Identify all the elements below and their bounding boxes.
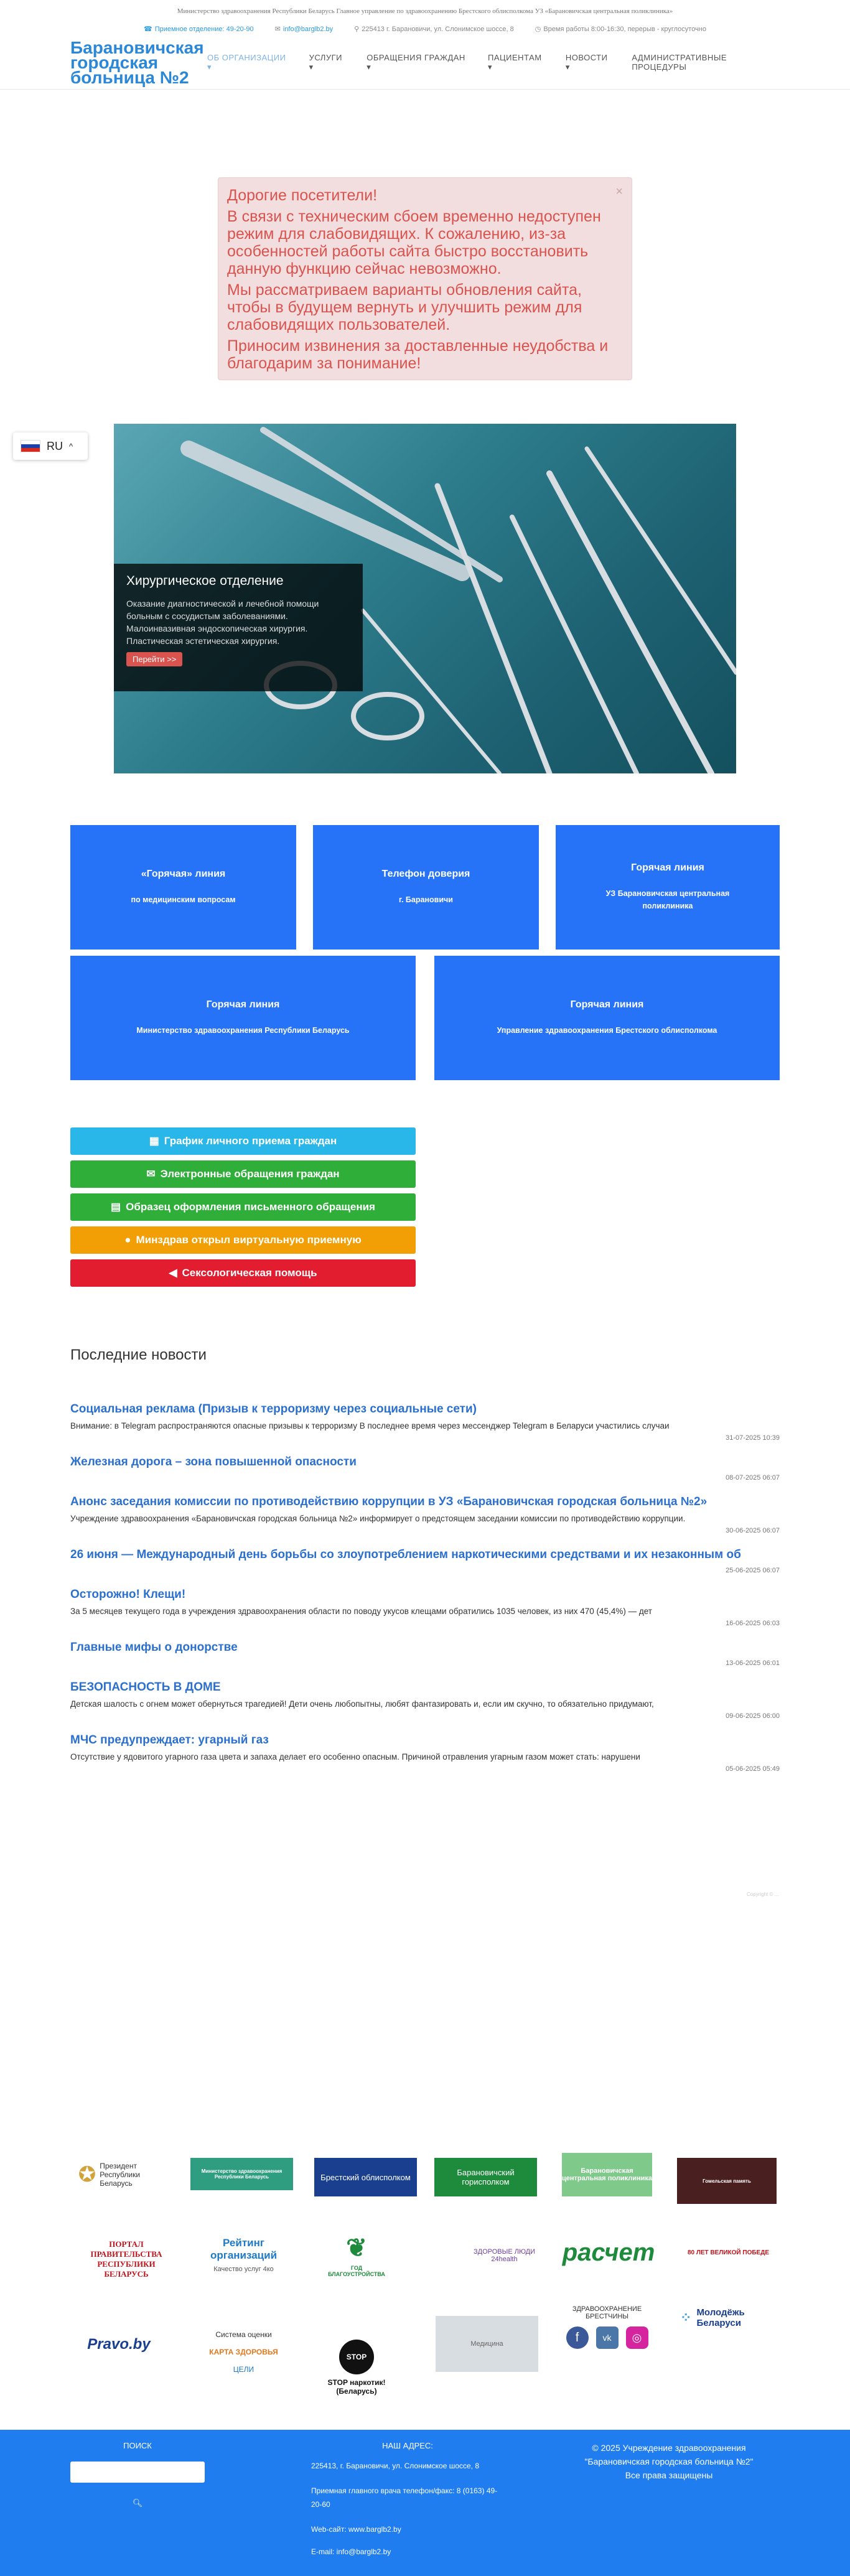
- phone-contact[interactable]: ☎ Приемное отделение: 49-20-90: [144, 25, 254, 33]
- footer-address: НАШ АДРЕС: 225413, г. Барановичи, ул. Слонимское шоссе, 8 Приемная главного врача телефон/факс: 8 (0163) 49-20-60 Web-сайт: www.barglb2.by E-mail: info@barglb2.by: [311, 2441, 504, 2556]
- megaphone-icon: ◀: [169, 1267, 177, 1279]
- news-item: Железная дорога – зона повышенной опасности 08-07-2025 06:07: [70, 1455, 780, 1482]
- phone-icon: ☎: [144, 25, 152, 33]
- email-contact[interactable]: ✉ info@barglb2.by: [274, 25, 334, 33]
- hours-contact: ◷ Время работы 8:00-16:30, перерыв - круглосуточно: [535, 25, 706, 33]
- news-heading: Последние новости: [70, 1346, 207, 1363]
- pin-icon: ⚲: [354, 25, 360, 33]
- alert-line: Дорогие посетители!: [227, 187, 378, 204]
- news-item: Главные мифы о донорстве 13-06-2025 06:01: [70, 1641, 780, 1667]
- raschet-logo[interactable]: расчет: [562, 2238, 655, 2266]
- news-title-link[interactable]: Анонс заседания комиссии по противодействию коррупции в УЗ «Барановичская городская больница №2»: [70, 1495, 708, 1508]
- news-item: БЕЗОПАСНОСТЬ В ДОМЕ Детская шалость с огнем может обернуться трагедией! Дети очень любопытны, любят фантазировать и, если им скучно, то обязательно придумают, 09-06-2025 06:00: [70, 1681, 780, 1720]
- medicine-banner[interactable]: Медицина: [436, 2316, 538, 2372]
- nav-admin-procedures[interactable]: АДМИНИСТРАТИВНЫЕ ПРОЦЕДУРЫ: [632, 53, 727, 72]
- news-item: Осторожно! Клещи! За 5 месяцев текущего года в учреждения здравоохранения области по поводу укусов клещами обратились 1035 человек, из них 470 (45,4%) — дет 16-06-2025 06:03: [70, 1588, 780, 1627]
- nav-appeals[interactable]: ОБРАЩЕНИЯ ГРАЖДАН ▾: [367, 53, 465, 72]
- footer-copyright: © 2025 Учреждение здравоохранения "Барановичская городская больница №2" Все права защищены: [584, 2443, 754, 2480]
- document-icon: ▤: [111, 1201, 121, 1213]
- footer: [0, 2430, 850, 2576]
- news-title-link[interactable]: МЧС предупреждает: угарный газ: [70, 1734, 269, 1747]
- footer-search: [70, 2441, 205, 2514]
- news-title-link[interactable]: БЕЗОПАСНОСТЬ В ДОМЕ: [70, 1681, 221, 1694]
- topbar: Министерство здравоохранения Республики Беларусь Главное управление по здравоохранению Брестского облисполкома УЗ «Барановичская центральная поликлиника»: [177, 7, 673, 15]
- alert-line: Приносим извинения за доставленные неудобства и благодарим за понимание!: [227, 337, 609, 372]
- chat-icon: ●: [124, 1234, 131, 1246]
- sexology-help-button[interactable]: ◀ Сексологическая помощь: [70, 1259, 416, 1287]
- health-map-logo[interactable]: Система оценки КАРТА ЗДОРОВЬЯ ЦЕЛИ: [209, 2330, 278, 2374]
- victory-80-logo[interactable]: 80 ЛЕТ ВЕЛИКОЙ ПОБЕДЕ: [687, 2249, 770, 2256]
- calendar-icon: ▦: [149, 1135, 159, 1147]
- hotline-box[interactable]: «Горячая» линия по медицинским вопросам: [70, 825, 296, 950]
- brest-health-logo[interactable]: ЗДРАВООХРАНЕНИЕ БРЕСТЧИНЫ f vk ◎: [556, 2293, 658, 2361]
- nav-about[interactable]: ОБ ОРГАНИЗАЦИИ ▾: [207, 53, 286, 72]
- nav-news[interactable]: НОВОСТИ ▾: [565, 53, 608, 72]
- search-icon: 🔍︎: [132, 2498, 143, 2508]
- main-nav: [207, 53, 780, 72]
- partner-logos: [70, 2153, 780, 2427]
- social-links: [566, 2326, 648, 2349]
- central-polyclinic-logo[interactable]: Барановичская центральная поликлиника: [562, 2153, 652, 2196]
- email-link[interactable]: E-mail: info@barglb2.by: [311, 2547, 391, 2556]
- close-icon[interactable]: ×: [615, 185, 623, 198]
- mail-icon: ✉: [146, 1168, 156, 1180]
- news-title-link[interactable]: Социальная реклама (Призыв к терроризму через социальные сети): [70, 1402, 477, 1416]
- instagram-icon[interactable]: ◎: [626, 2326, 648, 2349]
- news-item: МЧС предупреждает: угарный газ Отсутствие у ядовитого угарного газа цвета и запаха делает его особенно опасным. Причиной отравления угарным газом может стать: нарушени 05-06-2025 05:49: [70, 1734, 780, 1773]
- slide-more-button[interactable]: Перейти >>: [126, 652, 182, 666]
- mail-icon: ✉: [274, 25, 281, 33]
- slide-text: Малоинвазивная эндоскопическая хирургия.: [126, 623, 308, 633]
- news-item: Социальная реклама (Призыв к терроризму через социальные сети) Внимание: в Telegram распространяются опасные призывы к терроризму В последнее время через мессенджер Telegram в Беларуси участились случаи 31-07-2025 10:39: [70, 1402, 780, 1442]
- website-link[interactable]: Web-сайт: www.barglb2.by: [311, 2525, 401, 2534]
- slide-text: Оказание диагностической и лечебной помощи больным с сосудистым заболеваниями.: [126, 599, 319, 621]
- nav-services[interactable]: УСЛУГИ ▾: [309, 53, 342, 72]
- slide-caption: [114, 564, 363, 691]
- tree-icon: ❦: [346, 2234, 367, 2262]
- news-section: [70, 1346, 780, 1786]
- alert-line: В связи с техническим сбоем временно недоступен режим для слабовидящих. К сожалению, из-за особенностей работы сайта быстро восстановить данную функцию сейчас невозможно.: [227, 208, 601, 278]
- accessibility-alert: [218, 177, 632, 380]
- emblem-icon: ✪: [78, 2163, 96, 2186]
- news-title-link[interactable]: Железная дорога – зона повышенной опасности: [70, 1455, 357, 1468]
- virtual-reception-button[interactable]: ● Минздрав открыл виртуальную приемную: [70, 1226, 416, 1254]
- chevron-up-icon: ^: [69, 441, 73, 451]
- hero-slider[interactable]: [114, 424, 736, 773]
- memory-logo[interactable]: Гомельская память: [677, 2158, 777, 2204]
- language-selector[interactable]: RU ^: [13, 432, 88, 460]
- year-of-improvement-logo[interactable]: ❦ ГОД БЛАГОУСТРОЙСТВА: [328, 2234, 385, 2277]
- healthy-people-logo[interactable]: ЗДОРОВЫЕ ЛЮДИ 24health: [474, 2248, 535, 2263]
- nav-patients[interactable]: ПАЦИЕНТАМ ▾: [488, 53, 542, 72]
- contacts-bar: [0, 21, 850, 36]
- electronic-appeals-button[interactable]: ✉ Электронные обращения граждан: [70, 1160, 416, 1188]
- news-title-link[interactable]: 26 июня — Международный день борьбы со злоупотреблением наркотическими средствами и их незаконным об: [70, 1548, 741, 1561]
- slide-title: Хирургическое отделение: [126, 574, 284, 588]
- hotline-box[interactable]: Телефон доверия г. Барановичи: [313, 825, 539, 950]
- action-buttons: [70, 1127, 416, 1292]
- news-item: Анонс заседания комиссии по противодействию коррупции в УЗ «Барановичская городская больница №2» Учреждение здравоохранения «Барановичская городская больница №2» информирует о предстоящем заседании комиссии по противодействию коррупции. 30-06-2025 06:07: [70, 1495, 780, 1534]
- appeal-sample-button[interactable]: ▤ Образец оформления письменного обращения: [70, 1193, 416, 1221]
- hotline-box[interactable]: Горячая линия Министерство здравоохранения Республики Беларусь: [70, 956, 416, 1080]
- clock-icon: ◷: [535, 25, 541, 33]
- hotline-box[interactable]: Горячая линия УЗ Барановичская центральная поликлиника: [556, 825, 780, 950]
- search-title: ПОИСК: [123, 2441, 152, 2450]
- president-logo[interactable]: ✪ Президент Республики Беларусь: [78, 2162, 141, 2188]
- search-button[interactable]: [111, 2493, 164, 2514]
- alert-line: Мы рассматриваем варианты обновления сайта, чтобы в будущем вернуть и улучшить режим для слабовидящих пользователей.: [227, 281, 582, 334]
- news-title-link[interactable]: Главные мифы о донорстве: [70, 1641, 238, 1654]
- module-copyright: Copyright © ...: [747, 1892, 779, 1897]
- stop-drugs-logo[interactable]: STOP STOP наркотик! (Беларусь): [325, 2333, 388, 2402]
- minzdrav-logo[interactable]: Министерство здравоохранения Республики Беларусь: [190, 2158, 293, 2190]
- reception-schedule-button[interactable]: ▦ График личного приема граждан: [70, 1127, 416, 1155]
- brest-oblispolkom-logo[interactable]: Брестский облисполком: [314, 2158, 417, 2196]
- stop-sign-icon: STOP: [339, 2340, 374, 2374]
- hotline-box[interactable]: Горячая линия Управление здравоохранения Брестского облисполкома: [434, 956, 780, 1080]
- baranovichi-gorispolkom-logo[interactable]: Барановичский горисполком: [434, 2158, 537, 2196]
- government-portal-logo[interactable]: ПОРТАЛ ПРАВИТЕЛЬСТВА РЕСПУБЛИКИ БЕЛАРУСЬ: [90, 2239, 162, 2279]
- slide-text: Пластическая эстетическая хирургия.: [126, 636, 280, 646]
- pravo-by-logo[interactable]: Pravo.by: [87, 2335, 151, 2353]
- header: [0, 36, 850, 90]
- russia-flag-icon: [21, 440, 40, 452]
- site-logo[interactable]: Барановичская городская больница №2: [70, 37, 204, 87]
- vk-icon[interactable]: vk: [596, 2326, 619, 2349]
- dots-icon: ⁘: [680, 2310, 692, 2325]
- address-contact: ⚲ 225413 г. Барановичи, ул. Слонимское шоссе, 8: [354, 25, 514, 33]
- news-item: 26 июня — Международный день борьбы со злоупотреблением наркотическими средствами и их незаконным об 25-06-2025 06:07: [70, 1548, 780, 1574]
- news-title-link[interactable]: Осторожно! Клещи!: [70, 1588, 186, 1601]
- youth-logo[interactable]: ⁘ Молодёжь Беларуси: [680, 2307, 745, 2328]
- facebook-icon[interactable]: f: [566, 2326, 589, 2349]
- search-input[interactable]: [70, 2462, 205, 2483]
- address-title: НАШ АДРЕС:: [382, 2441, 433, 2450]
- rating-logo[interactable]: Рейтинг организаций Качество услуг 4ко: [210, 2237, 278, 2273]
